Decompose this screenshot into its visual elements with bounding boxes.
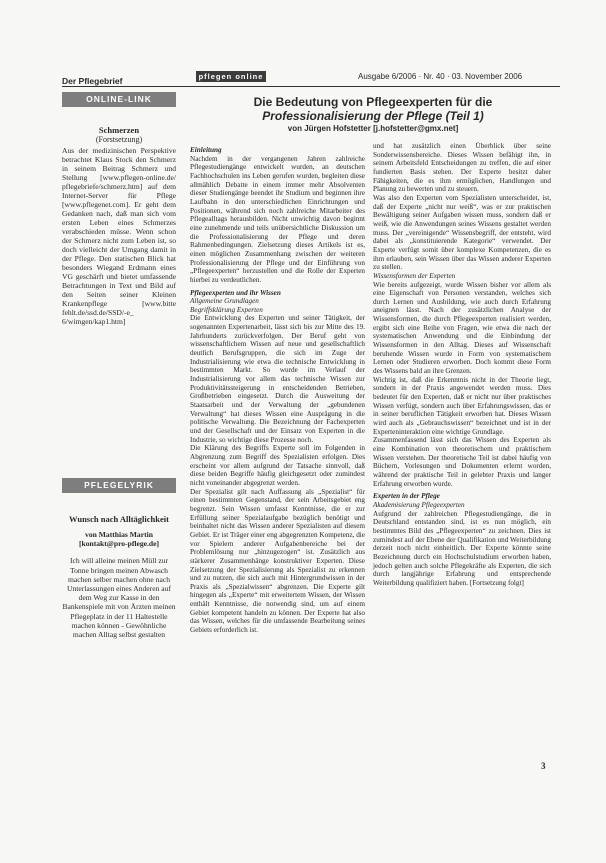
- article-subheading: Begriffsklärung Experten: [190, 305, 263, 314]
- sidebar-title: Schmerzen: [98, 125, 140, 135]
- article-paragraph: Was also den Experten vom Spezialisten unterscheidet, ist, daß der Experte „nicht nur weiß“, was er zur praktischen Bewältigung seiner Aufgaben wissen muss, sondern daß er weiß, wie die Anwendungen seines Wissens gestaltet werden muss. Der „vereinigende“ Wissensbegriff, der entsteht, wird dabei als „konstituierende Kategorie“ verwendet. Der Experte verfügt somit über komplexe Kompetenzen, die es ihm erlauben, sein Wissen über das Wissen anderer Experten zu stellen.: [373, 193, 551, 272]
- pflegen-online-logo: pflegen online: [196, 71, 266, 82]
- article-paragraph: Aufgrund der zahlreichen Pflegestudiengänge, die in Deutschland entstanden sind, ist es nun möglich, ein bestimmtes Bild des „Pflegeexperten“ zu zeichnen. Dies ist zumindest auf der Ebene der Qualifikation und Weiterbildung derzeit noch nicht einheitlich. Der Experte könnte seine Bezeichnung durch ein Hochschulstudium erworben haben, jedoch gelten auch solche Pflegekräfte als Experten, die sich durch langjährige Erfahrung und entsprechende Weiterbildung qualifiziert haben. [Fortsetzung folgt]: [373, 509, 551, 587]
- article-subheading: Experten in der Pflege: [373, 492, 440, 501]
- poem-title: Wunsch nach Alltäglichkeit: [69, 514, 169, 524]
- sidebar-section-header: PFLEGELYRIK: [62, 478, 176, 493]
- article-title-line2: Professionalisierung der Pflege (Teil 1): [262, 109, 484, 123]
- article-subheading: Allgemeine Grundlagen: [190, 297, 259, 306]
- poem-text: Ich will alleine meinen Müll zur Tonne bringen meinen Abwasch machen selber machen ohne nach Unterlassungen eines Anderen auf dem Weg zur Kasse in den Bankenspiele mit von Ärzten meinen Pflegeplatz in der 11 Haltestelle machen können - Gewöhnliche machen Alltag selbst gestalten: [62, 556, 176, 640]
- poem-block: [62, 510, 176, 639]
- sidebar-section-header: ONLINE-LINK: [62, 92, 176, 107]
- header-divider: [62, 86, 560, 87]
- article-paragraph: Nachdem in der vergangenen Jahren zahlreiche Pflegestudiengänge entwickelt wurden, an deutschen Fachhochschulen ins Leben gerufen wurden, begleiten diese allmählich Debatte in einem immer mehr Absolventen dieser Studiengänge beendet ihr Studium und beginnen ihre Laufbahn in den unterschiedlichen Einrichtungen und Positionen, während sich noch zahlreiche Mitarbeiter des Pflegealltags herausbilden. Nicht unwichtig davon beginnt eine zunehmende und teils unübersichtliche Diskussion um die Professionalisierung der Pflege und deren Rahmenbedingungen. Zielsetzung dieses Artikels ist es, einen möglichen Zusammenhang zwischen der weiteren Professionalisierung der Pflege und der Einführung von „Pflegeexperten“ herzustellen und die Rolle der Experten hierbei zu verdeutlichen.: [190, 154, 365, 284]
- issue-info: Ausgabe 6/2006 · Nr. 40 · 03. November 2006: [358, 72, 523, 81]
- article-title: [186, 95, 560, 123]
- page-number: 3: [541, 761, 546, 771]
- article-title-line1: Die Bedeutung von Pflegeexperten für die: [253, 95, 493, 109]
- poem-author: von Matthias Martin [kontakt@pro-pflege.de]: [78, 530, 160, 549]
- article-paragraph: Zusammenfassend lässt sich das Wissen des Experten als eine Kombination von theoretischem und praktischem Wissen verstehen. Der theoretische Teil ist dabei häufig von Büchern, Vorlesungen und Dokumenten erlernt worden, während der praktische Teil in gelebter Praxis und langer Erfahrung erworben wurde.: [373, 436, 551, 488]
- article-column-2: [373, 142, 551, 587]
- article-subheading: Einleitung: [190, 146, 222, 154]
- article-subheading: Akademisierung Pflegeexperten: [373, 500, 465, 509]
- article-paragraph: Wichtig ist, daß die Erkenntnis nicht in der Theorie liegt, sondern in der Praxis angewendet werden muss. Dies bedeutet für den Experten, daß er nicht nur über praktisches Wissen verfügt, sondern auch über Erfahrungswissen, das er in seiner beruflichen Tätigkeit erworben hat. Dieses Wissen wird auch als „Gebrauchswissen“ bezeichnet und ist in der Experteninteraktion eine wichtige Grundlage.: [373, 375, 551, 436]
- sidebar-body-text: Aus der medizinischen Perspektive betrachtet Klaus Stock den Schmerz in seinem Beitrag Schmerz und Stellung [www.pflegen-online.de/ pflegebriefe/schmerz.htm] auf dem Internet-Server für Pflege [www.pflegenet.com]. Er geht dem Gedanken nach, daß man sich vom ersten Leben eines Schmerzes verabschieden müsse. Wenn schon der Schmerz nicht zum Leben ist, so doch vielleicht der Umgang damit in der Pflege. Den statischen Blick hat besonders Wiegand Erdmann eines VG geschärft und bietet umfassende Betrachtungen in Text und Bild auf den Seiten seiner Kleinen Krankenpflege [www.bitte fehlt.de/ssd.de/SSD/-e_ 6/wimgen/kap1.htm]: [62, 146, 176, 326]
- sidebar-online-link: [62, 92, 176, 326]
- publication-name: Der Pflegebrief: [62, 76, 123, 86]
- article-paragraph: Der Spezialist gilt nach Auffassung als „Spezialist“ für einen bestimmten Gegenstand, der sein Arbeitsgebiet eng begrenzt. Sein Wissen umfasst Kenntnisse, die er zur Erfüllung seiner Spezialaufgabe bezüglich benötigt und beinhaltet nicht das Wissen anderer Spezialisten auf diesem Gebiet. Er ist Träger einer eng abgegrenzten Kompetenz, die vor Spielern anderer Aufgabenbereiche bei der Problemlösung nur „hinzugezogen“ ist. Zusätzlich aus stärkerer Zusammenhänge konstruktiver Experten. Diese Zielsetzung der Spezialisierung als Spezialist zu erkennen und zu nutzen, die sich auch mit Hintergrundwissen in der Praxis als „Spezialwissen“ abgrenzen. Die Experte gilt hingegen als „Experte“ mit erweitertem Wissen, der Wissen enthält Kenntnisse, die notwendig sind, um auf einem Gebiet kompetent handeln zu können. Der Experte hat also das Wissen, welches für die umfassende Bearbeitung seines Gebiets erforderlich ist.: [190, 487, 365, 635]
- sidebar-subtitle: (Forstsetzung): [95, 135, 143, 144]
- article-paragraph: Die Klärung des Begriffs Experte soll im Folgenden in Abgrenzung zum Begriff des Spezialisten erfolgen. Dies erscheint vor allem aufgrund der Tatsache sinnvoll, daß diese beiden Begriffe häufig gleichgesetzt oder zumindest nicht voneinander abgegrenzt werden.: [190, 444, 365, 487]
- article-paragraph: und hat zusätzlich einen Überblick über seine Sonderwissensbereiche. Dieses Wissen befähigt ihn, in seinem Arbeitsfeld Entscheidungen zu treffen, die auf einer fundierten Basis stehen. Der Experte besitzt daher Fähigkeiten, die es ihm ermöglichen, Handlungen und Planung zu bewerten und zu steuern.: [373, 142, 551, 194]
- sidebar-lyric-block: [62, 478, 176, 493]
- article-paragraph: Die Entwicklung des Experten und seiner Tätigkeit, der sogenannten Expertenarbeit, lässt sich bis zur Mitte des 19. Jahrhunderts zurückverfolgen. Der Beruf geht von wissenschaftlichem Wissen auf neue und gesellschaftlich deutlich Berufsgruppen, die sich im Zuge der Industrialisierung wie etwa die technische Entwicklung in bestimmten Markt. So wurde im Verlauf der Industrialisierung vor allem das technische Wissen zur Produktivitätssteigerung in entscheidenden Betrieben, Großbetrieben eingesetzt. Durch die Ausweitung der Staatsarbeit und der Verwaltung der „gebundenen Verwaltung“ hat dieses Wissen eine Ausprägung in die politische Verwaltung. Die Bezeichnung der Fachexperten und der Gesellschaft und der Einsatz von Experten in die Industrie, so wichtige diese Prozesse noch.: [190, 314, 365, 444]
- article-paragraph: Wie bereits aufgezeigt, wurde Wissen bisher vor allem als eine Eigenschaft von Personen verstanden, welches sich durch Lernen und Ausbildung, wie auch durch Erfahrung aneignen lässt. Nach der zusätzlichen Analyse der Wissensformen, die durch Pflegeexperten realisiert werden, ergibt sich eine Reihe von Fragen, wie etwa die nach der systematischen Anwendung und die Einbindung der Wissensformen in den Alltag. Dieses auf Wissenschaft beruhende Wissen wurde in Form von systematischem Lernen oder Studieren erworben. Doch kommt diese Form des Wissens bald an ihre Grenzen.: [373, 280, 551, 376]
- article-subheading: Wissensformen der Experten: [373, 271, 456, 280]
- article-subheading: Pflegeexperten und ihr Wissen: [190, 288, 281, 297]
- article-author: von Jürgen Hofstetter [j.hofstetter@gmx.net]: [287, 124, 459, 133]
- article-column-1: [190, 142, 365, 635]
